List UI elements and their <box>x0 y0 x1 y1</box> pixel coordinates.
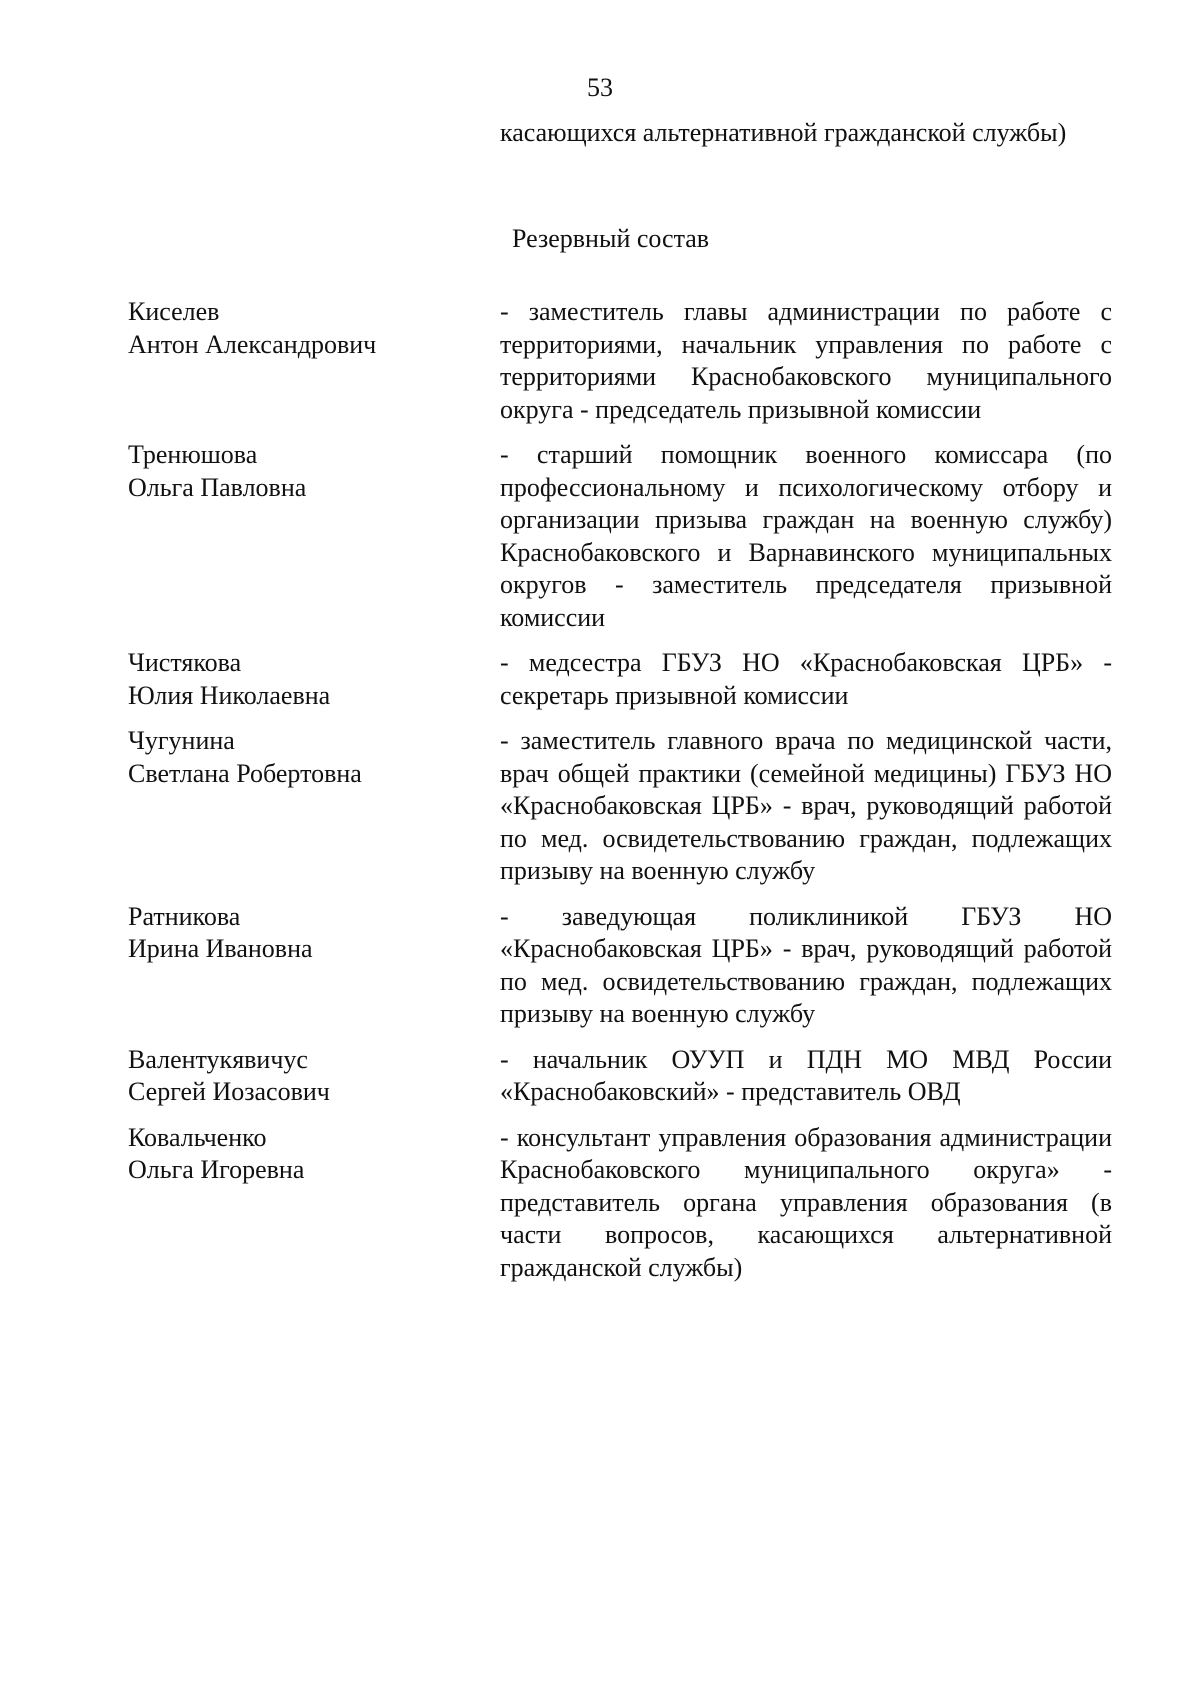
continuation-text: касающихся альтернативной гражданской службы) <box>500 118 1067 147</box>
member-given-names: Светлана Робертовна <box>128 758 362 788</box>
member-role: - консультант управления образования администрации Краснобаковского муниципального округа» - представитель органа управления образования (в части вопросов, касающихся альтернативной гражданской службы) <box>500 1122 1112 1282</box>
member-name <box>0 901 500 1031</box>
member-surname: Тренюшова <box>128 440 258 469</box>
page-number: 53 <box>587 73 613 102</box>
member-role: - заместитель главы администрации по работе с территориями, начальник управления по работе с территориями Краснобаковского муниципального округа - председатель призывной комиссии <box>500 297 1112 424</box>
member-list <box>0 296 1200 1297</box>
member-given-names: Юлия Николаевна <box>128 680 331 710</box>
member-name <box>0 1122 500 1285</box>
member-row <box>0 1044 1200 1109</box>
member-surname: Чугунина <box>128 726 235 755</box>
member-surname: Чистякова <box>128 648 242 677</box>
member-surname: Ратникова <box>128 901 241 931</box>
member-name <box>0 296 500 426</box>
member-surname: Киселев <box>128 297 220 326</box>
member-row <box>0 901 1200 1031</box>
member-role: - медсестра ГБУЗ НО «Краснобаковская ЦРБ» - секретарь призывной комиссии <box>500 648 1112 710</box>
member-role: - начальник ОУУП и ПДН МО МВД России «Краснобаковский» - представитель ОВД <box>500 1044 1112 1106</box>
member-given-names: Ирина Ивановна <box>128 934 313 963</box>
member-given-names: Антон Александрович <box>128 329 377 359</box>
member-role: - заместитель главного врача по медицинской части, врач общей практики (семейной медицины) ГБУЗ НО «Краснобаковская ЦРБ» - врач, руководящий работой по мед. освидетельствованию граждан, подлежащих призыву на военную службу <box>500 726 1112 885</box>
member-row <box>0 647 1200 712</box>
member-row <box>0 296 1200 426</box>
member-surname: Ковальченко <box>128 1122 267 1152</box>
member-surname: Валентукявичус <box>128 1044 308 1074</box>
member-role: - старший помощник военного комиссара (по профессиональному и психологическому отбору и организации призыва граждан на военную службу) Краснобаковского и Варнавинского муниципальных округов - заместитель председателя призывной комиссии <box>500 440 1112 632</box>
member-given-names: Сергей Иозасович <box>128 1077 330 1106</box>
member-row <box>0 439 1200 634</box>
member-name <box>0 725 500 888</box>
member-given-names: Ольга Павловна <box>128 472 307 502</box>
member-name <box>0 439 500 634</box>
member-role: - заведующая поликлиникой ГБУЗ НО «Краснобаковская ЦРБ» - врач, руководящий работой по мед. освидетельствованию граждан, подлежащих призыву на военную службу <box>500 901 1112 1028</box>
member-name <box>0 647 500 712</box>
member-row <box>0 1122 1200 1285</box>
member-name <box>0 1044 500 1109</box>
section-heading: Резервный состав <box>512 224 710 253</box>
member-given-names: Ольга Игоревна <box>128 1155 305 1184</box>
member-row <box>0 725 1200 888</box>
